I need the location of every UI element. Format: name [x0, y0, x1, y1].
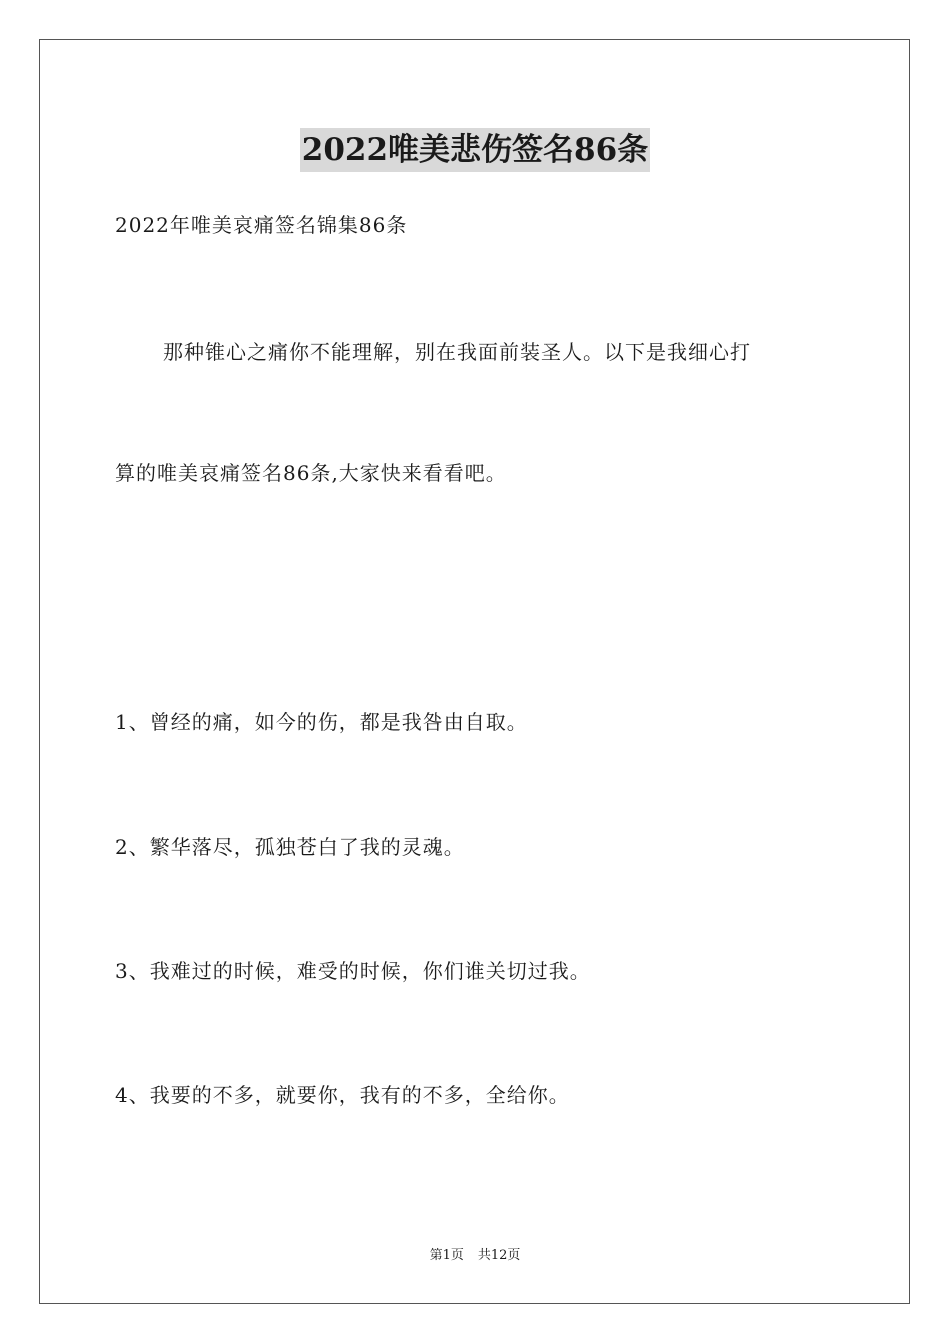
document-title: 2022唯美悲伤签名86条 — [300, 128, 650, 172]
intro-paragraph-line-1: 那种锥心之痛你不能理解，别在我面前装圣人。以下是我细心打 — [163, 340, 751, 364]
list-item: 3、我难过的时候，难受的时候，你们谁关切过我。 — [115, 959, 591, 983]
document-title-wrapper — [0, 128, 950, 177]
list-item: 4、我要的不多，就要你，我有的不多，全给你。 — [115, 1083, 570, 1107]
page-number-total: 共12页 — [477, 1248, 521, 1263]
page-number-current: 第1页 — [429, 1248, 464, 1263]
document-subtitle: 2022年唯美哀痛签名锦集86条 — [115, 213, 408, 237]
page-footer — [0, 1247, 950, 1265]
intro-paragraph-line-2: 算的唯美哀痛签名86条,大家快来看看吧。 — [115, 461, 507, 485]
list-item: 1、曾经的痛，如今的伤，都是我咎由自取。 — [115, 710, 528, 734]
list-item: 2、繁华落尽，孤独苍白了我的灵魂。 — [115, 835, 465, 859]
